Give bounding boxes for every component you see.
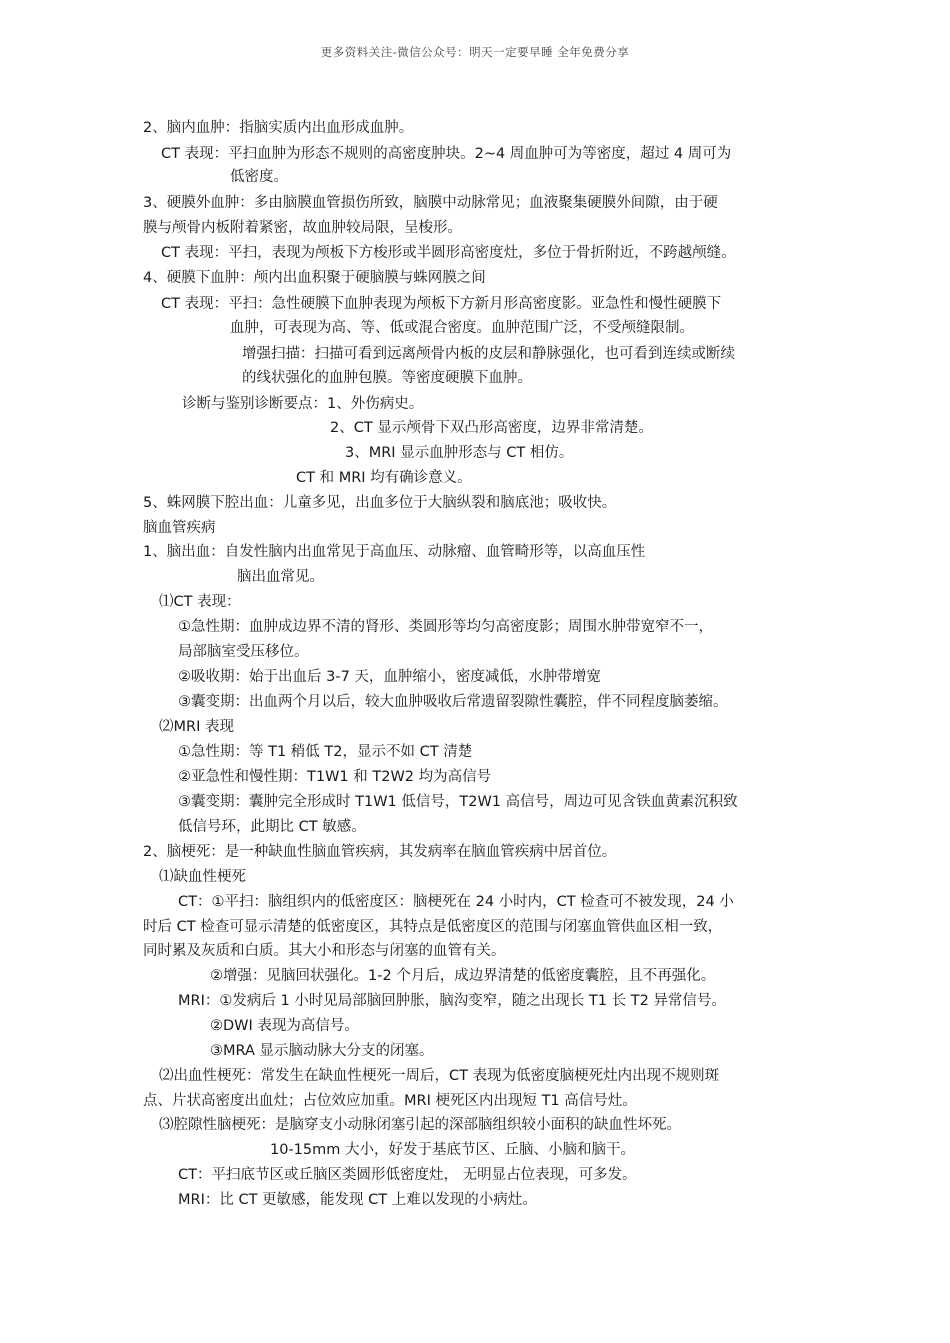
text-line: CT 和 MRI 均有确诊意义。 xyxy=(296,470,472,486)
text-line: ⑴CT 表现： xyxy=(159,594,241,610)
text-line: MRI：比 CT 更敏感，能发现 CT 上难以发现的小病灶。 xyxy=(178,1192,537,1208)
text-line: ②亚急性和慢性期：T1W1 和 T2W2 均为高信号 xyxy=(178,769,492,785)
text-line: 1、脑出血：自发性脑内出血常见于高血压、动脉瘤、血管畸形等，以高血压性 xyxy=(143,544,646,560)
text-line: 10-15mm 大小，好发于基底节区、丘脑、小脑和脑干。 xyxy=(270,1142,635,1158)
text-line: MRI：①发病后 1 小时见局部脑回肿胀，脑沟变窄，随之出现长 T1 长 T2 异常信号。 xyxy=(178,993,726,1009)
text-line: 点、片状高密度出血灶；占位效应加重。MRI 梗死区内出现短 T1 高信号灶。 xyxy=(143,1093,637,1109)
text-line: ①急性期：血肿成边界不清的肾形、类圆形等均匀高密度影；周围水肿带宽窄不一， xyxy=(178,619,713,635)
text-line: 膜与颅骨内板附着紧密，故血肿较局限，呈梭形。 xyxy=(143,220,462,236)
text-line: ②DWI 表现为高信号。 xyxy=(210,1018,359,1034)
section-heading: 脑血管疾病 xyxy=(143,520,216,536)
text-line: 的线状强化的血肿包膜。等密度硬膜下血肿。 xyxy=(242,370,532,386)
page-header-note: 更多资料关注-微信公众号：明天一定要早睡 全年免费分享 xyxy=(320,45,630,59)
text-line: 同时累及灰质和白质。其大小和形态与闭塞的血管有关。 xyxy=(143,943,506,959)
text-line: ③MRA 显示脑动脉大分支的闭塞。 xyxy=(210,1043,434,1059)
text-line: 3、硬膜外血肿：多由脑膜血管损伤所致，脑膜中动脉常见；血液聚集硬膜外间隙，由于硬 xyxy=(143,195,718,211)
text-line: CT：平扫底节区或丘脑区类圆形低密度灶， 无明显占位表现，可多发。 xyxy=(178,1167,637,1183)
text-line: ⑵出血性梗死：常发生在缺血性梗死一周后，CT 表现为低密度脑梗死灶内出现不规则斑 xyxy=(159,1068,720,1084)
text-line: 5、蛛网膜下腔出血：儿童多见，出血多位于大脑纵裂和脑底池；吸收快。 xyxy=(143,495,617,511)
text-line: 脑出血常见。 xyxy=(237,569,324,585)
text-line: ③囊变期：出血两个月以后，较大血肿吸收后常遗留裂隙性囊腔，伴不同程度脑萎缩。 xyxy=(178,694,728,710)
text-line: CT 表现：平扫，表现为颅板下方梭形或半圆形高密度灶，多位于骨折附近，不跨越颅缝。 xyxy=(161,245,736,261)
text-line: 诊断与鉴别诊断要点：1、外伤病史。 xyxy=(182,396,424,412)
text-line: CT 表现：平扫血肿为形态不规则的高密度肿块。2~4 周血肿可为等密度，超过 4 周可为 xyxy=(161,146,732,162)
text-line: ⑴缺血性梗死 xyxy=(159,869,246,885)
text-line: ①急性期：等 T1 稍低 T2，显示不如 CT 清楚 xyxy=(178,744,473,760)
text-line: 时后 CT 检查可显示清楚的低密度区，其特点是低密度区的范围与闭塞血管供血区相一致， xyxy=(143,919,723,935)
text-line: CT：①平扫：脑组织内的低密度区：脑梗死在 24 小时内，CT 检查可不被发现，24 小 xyxy=(178,894,734,910)
text-line: 3、MRI 显示血肿形态与 CT 相仿。 xyxy=(345,445,574,461)
text-line: 增强扫描：扫描可看到远离颅骨内板的皮层和静脉强化，也可看到连续或断续 xyxy=(242,346,735,362)
text-line: CT 表现：平扫：急性硬膜下血肿表现为颅板下方新月形高密度影。亚急性和慢性硬膜下 xyxy=(161,296,722,312)
text-line: 2、CT 显示颅骨下双凸形高密度，边界非常清楚。 xyxy=(330,420,653,436)
text-line: ③囊变期：囊肿完全形成时 T1W1 低信号，T2W1 高信号，周边可见含铁血黄素沉积致 xyxy=(178,794,738,810)
text-line: ②增强：见脑回状强化。1-2 个月后，成边界清楚的低密度囊腔，且不再强化。 xyxy=(210,968,716,984)
text-line: ⑶腔隙性脑梗死：是脑穿支小动脉闭塞引起的深部脑组织较小面积的缺血性坏死。 xyxy=(159,1117,681,1133)
text-line: 血肿，可表现为高、等、低或混合密度。血肿范围广泛，不受颅缝限制。 xyxy=(230,320,694,336)
text-line: 低密度。 xyxy=(230,169,288,185)
text-line: 2、脑内血肿：指脑实质内出血形成血肿。 xyxy=(143,120,414,136)
text-line: ②吸收期：始于出血后 3-7 天，血肿缩小，密度减低，水肿带增宽 xyxy=(178,669,601,685)
text-line: 低信号环，此期比 CT 敏感。 xyxy=(178,819,366,835)
text-line: 局部脑室受压移位。 xyxy=(178,644,309,660)
text-line: ⑵MRI 表现 xyxy=(159,719,234,735)
text-line: 2、脑梗死：是一种缺血性脑血管疾病，其发病率在脑血管疾病中居首位。 xyxy=(143,844,617,860)
text-line: 4、硬膜下血肿：颅内出血积聚于硬脑膜与蛛网膜之间 xyxy=(143,270,486,286)
